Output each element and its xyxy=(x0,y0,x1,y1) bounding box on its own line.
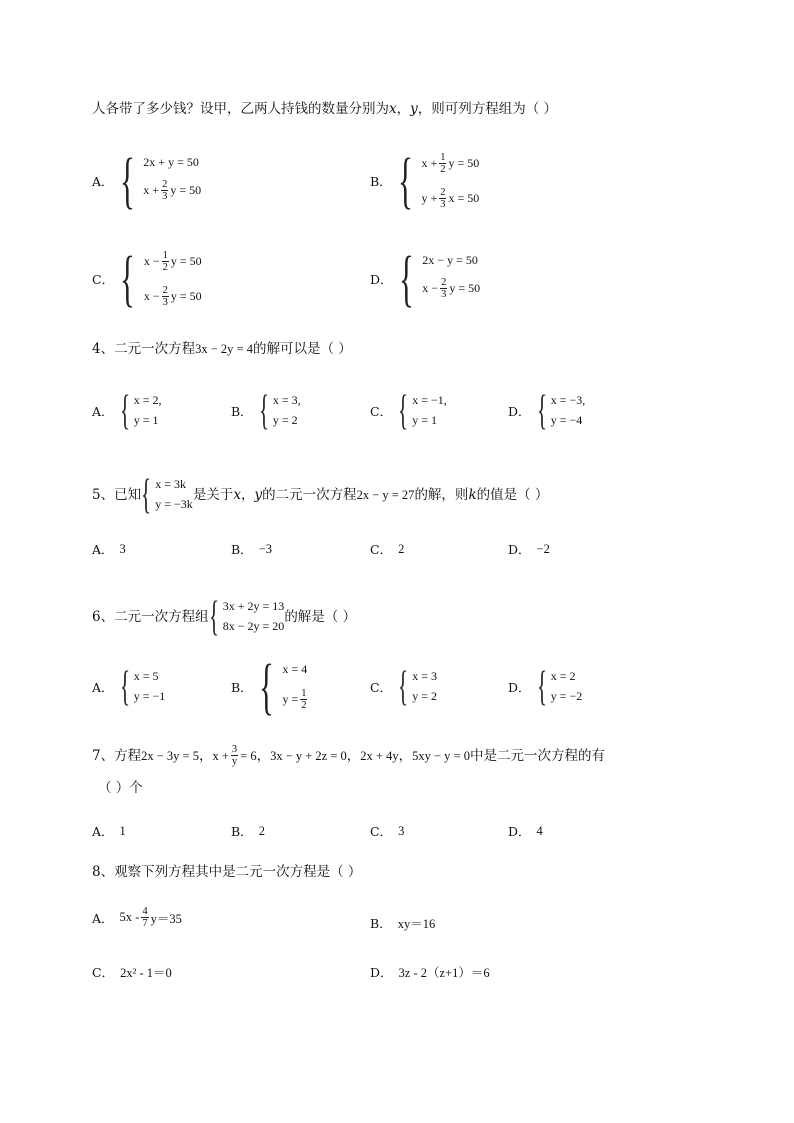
q3-tail: ，则可列方程组为（ ） xyxy=(417,101,558,117)
q4-equation: 3x − 2y = 4 xyxy=(195,342,253,356)
equation-line: y = 2 xyxy=(272,412,298,427)
option-label: B． xyxy=(231,824,253,839)
eq-part: y = 50 xyxy=(170,289,202,303)
q5-stem-post: 的值是（ ） xyxy=(476,487,549,503)
option-label: C． xyxy=(92,272,115,287)
equation-system: { x = 3 y = 2 xyxy=(398,664,438,710)
equation-system: { 2x − y = 50 x − $\frac{2}{3}$ y = 50 xyxy=(398,245,481,313)
equation-system: { 3x + 2y = 13 8x − 2y = 20 xyxy=(208,594,285,640)
option-label: C． xyxy=(370,824,393,839)
q7-option-a[interactable] xyxy=(92,822,126,840)
q7-eq-c: 3x − y + 2z = 0 xyxy=(270,748,347,763)
q7-option-b[interactable] xyxy=(231,822,265,840)
option-label: C． xyxy=(92,965,115,980)
q6-option-c[interactable] xyxy=(370,666,437,708)
q4-stem-pre: 4、二元一次方程 xyxy=(92,341,196,357)
q8-option-c[interactable] xyxy=(92,963,172,981)
fraction xyxy=(439,187,446,210)
fraction xyxy=(161,179,168,202)
q3-stem-text: 人各带了多少钱？设甲，乙两人持钱的数量分别为 xyxy=(92,101,389,117)
q7-option-c[interactable] xyxy=(370,822,404,840)
q7-stem-post: 中是二元一次方程的有 xyxy=(469,747,605,764)
eq-part: x + xyxy=(212,748,229,763)
option-label: D． xyxy=(508,404,531,419)
fraction xyxy=(141,906,148,929)
eq-part: y = 50 xyxy=(170,183,202,197)
equation-line xyxy=(282,688,309,711)
q5-sep: ， xyxy=(240,487,255,503)
equation-line xyxy=(143,179,201,202)
option-label: D． xyxy=(508,542,531,557)
numerator: 2 xyxy=(162,179,168,190)
equation-line xyxy=(144,285,202,308)
q4-option-d[interactable] xyxy=(508,390,585,432)
q7-option-d[interactable] xyxy=(508,822,543,840)
eq-part: y = 50 xyxy=(448,156,480,170)
eq-part: x + xyxy=(143,183,160,197)
option-label: A． xyxy=(92,680,114,695)
q3-stem xyxy=(92,100,557,118)
eq-part: x − xyxy=(143,289,160,303)
q6-stem-post: 的解是（ ） xyxy=(284,609,357,625)
q7-comma: ， xyxy=(256,747,271,764)
eq-part: x + xyxy=(421,156,438,170)
denominator: 3 xyxy=(441,289,447,300)
q3-option-b[interactable] xyxy=(370,146,479,216)
eq-part: x = 50 xyxy=(448,191,480,205)
numerator: 4 xyxy=(142,906,148,917)
option-label: A． xyxy=(92,910,114,926)
option-value: 3 xyxy=(119,541,126,556)
q5-stem-mid: 是关于 xyxy=(192,487,234,503)
option-label: C． xyxy=(370,680,393,695)
equation-line: x = 2, xyxy=(133,392,162,407)
eq-part: = 6 xyxy=(240,748,257,763)
eq-part: 5x - xyxy=(119,910,140,924)
denominator: 2 xyxy=(162,262,168,273)
q5-stem-mid2: 的二元一次方程 xyxy=(262,487,357,503)
q3-option-c[interactable] xyxy=(92,244,202,314)
q8-option-b[interactable] xyxy=(370,914,435,932)
q5-option-d[interactable] xyxy=(508,540,550,558)
q8-stem-text: 8、观察下列方程其中是二元一次方程是（ ） xyxy=(92,864,362,880)
denominator: 2 xyxy=(301,700,307,711)
option-value: 2 xyxy=(258,823,265,838)
equation-line: x = 3k xyxy=(155,476,187,491)
q7-comma: ， xyxy=(398,747,413,764)
equation-line: x = 4 xyxy=(282,662,308,676)
equation-line: x = −1, xyxy=(412,392,447,407)
equation-line xyxy=(421,152,479,175)
numerator: 1 xyxy=(162,250,168,261)
q5-var-y: y xyxy=(254,487,263,503)
equation-line: 2x − y = 50 xyxy=(422,253,478,267)
option-label: B． xyxy=(231,680,253,695)
equation-line: y = −2 xyxy=(550,688,583,703)
equation-system: { x = 3k y = −3k xyxy=(141,472,193,518)
q5-stem-mid3: 的解，则 xyxy=(414,487,469,503)
q6-stem-pre: 6、二元一次方程组 xyxy=(92,609,209,625)
numerator: 2 xyxy=(441,277,447,288)
equation-line: 8x − 2y = 20 xyxy=(222,618,285,633)
equation-system: { x = 5 y = −1 xyxy=(119,664,166,710)
q4-stem xyxy=(92,340,352,358)
fraction xyxy=(162,285,169,308)
numerator: 3 xyxy=(231,744,238,755)
eq-part: y＝35 xyxy=(150,911,182,926)
q6-option-d[interactable] xyxy=(508,666,582,708)
equation-line xyxy=(144,250,202,273)
option-value: 2x² - 1＝0 xyxy=(120,966,172,980)
q7-eq-d: 2x + 4y xyxy=(360,748,399,763)
option-label: A． xyxy=(92,824,114,839)
equation-line: y = 1 xyxy=(412,412,438,427)
option-label: C． xyxy=(370,404,393,419)
q3-sep: ， xyxy=(396,101,411,117)
q7-eq-a: 2x − 3y = 5 xyxy=(141,748,199,763)
option-label: A． xyxy=(92,174,114,189)
denominator: 3 xyxy=(162,191,168,202)
option-value: 1 xyxy=(119,823,126,838)
q7-eq-b xyxy=(212,744,256,767)
equation-system: { x = −1, y = 1 xyxy=(398,388,447,434)
option-value: xy＝16 xyxy=(397,917,436,931)
option-label: D． xyxy=(370,272,393,287)
equation-system: { x = 2, y = 1 xyxy=(119,388,162,434)
equation-system: { x − $\frac{1}{2}$ y = 50 x − $\frac{2}{3}$ y = 50 xyxy=(120,245,202,313)
denominator: 7 xyxy=(142,918,148,929)
equation-line: x = 2 xyxy=(550,668,576,683)
numerator: 1 xyxy=(301,688,307,699)
q6-stem xyxy=(92,596,356,638)
option-label: D． xyxy=(508,824,531,839)
option-label: B． xyxy=(370,174,392,189)
equation-line: y = −3k xyxy=(155,496,193,511)
q8-option-d[interactable] xyxy=(370,963,490,981)
equation-system: { x = 2 y = −2 xyxy=(536,664,583,710)
q5-var-k: k xyxy=(468,487,477,503)
equation-line: x = 5 xyxy=(133,668,159,683)
equation-system: { 2x + y = 50 x + $\frac{2}{3}$ y = 50 xyxy=(119,147,202,215)
q7-stem xyxy=(92,744,605,767)
fraction xyxy=(162,250,169,273)
q4-option-a[interactable] xyxy=(92,390,161,432)
option-value: 3z - 2（z+1）＝6 xyxy=(398,966,490,980)
q4-stem-post: 的解可以是（ ） xyxy=(252,341,352,357)
denominator: y xyxy=(231,756,238,767)
fraction xyxy=(300,688,307,711)
option-value: 3 xyxy=(398,823,405,838)
equation-line xyxy=(422,277,480,300)
denominator: 3 xyxy=(440,199,446,210)
fraction xyxy=(440,277,447,300)
q5-option-b[interactable] xyxy=(231,540,272,558)
q3-var-y: y xyxy=(410,101,418,117)
eq-part: y = xyxy=(282,692,299,706)
q4-option-c[interactable] xyxy=(370,390,447,432)
option-label: D． xyxy=(370,965,393,980)
eq-part: x − xyxy=(422,281,439,295)
eq-part: x − xyxy=(143,254,160,268)
equation-line: x = −3, xyxy=(550,392,586,407)
q3-option-a[interactable] xyxy=(92,147,202,215)
fraction xyxy=(439,152,446,175)
equation-system: { x + $\frac{1}{2}$ y = 50 y + $\frac{2}{3}$ x = 50 xyxy=(397,147,480,215)
equation-line: y = −4 xyxy=(550,412,583,427)
numerator: 2 xyxy=(440,187,446,198)
eq-part: y = 50 xyxy=(449,281,481,295)
eq-part: y + xyxy=(421,191,438,205)
option-value xyxy=(120,906,182,929)
option-label: A． xyxy=(92,404,114,419)
numerator: 2 xyxy=(162,285,168,296)
option-label: B． xyxy=(231,404,253,419)
numerator: 1 xyxy=(440,152,446,163)
option-label: D． xyxy=(508,680,531,695)
option-value: 4 xyxy=(536,823,543,838)
equation-line xyxy=(421,187,479,210)
equation-line: x = 3, xyxy=(272,392,301,407)
q7-stem-line2 xyxy=(98,779,143,797)
denominator: 2 xyxy=(440,164,446,175)
q5-stem-pre: 5、已知 xyxy=(92,487,142,503)
q8-stem xyxy=(92,863,361,881)
option-label: B． xyxy=(231,542,253,557)
equation-line: 2x + y = 50 xyxy=(143,155,199,169)
option-label: C． xyxy=(370,542,393,557)
equation-system: { x = 4 y = $\frac{1}{2}$ xyxy=(259,656,310,718)
denominator: 3 xyxy=(162,297,168,308)
option-value: −2 xyxy=(536,541,550,556)
q6-option-a[interactable] xyxy=(92,666,165,708)
eq-part: y = 50 xyxy=(170,254,202,268)
q5-var-x: x xyxy=(233,487,241,503)
q5-option-a[interactable] xyxy=(92,540,126,558)
equation-line: x = 3 xyxy=(412,668,438,683)
equation-line: y = 1 xyxy=(133,412,159,427)
q5-equation: 2x − y = 27 xyxy=(356,488,415,502)
option-label: B． xyxy=(370,916,392,931)
q5-stem xyxy=(92,474,548,516)
q7-comma: ， xyxy=(346,747,361,764)
equation-system: { x = −3, y = −4 xyxy=(536,388,586,434)
q3-option-d[interactable] xyxy=(370,245,481,313)
equation-line: y = −1 xyxy=(133,688,166,703)
equation-system: { x = 3, y = 2 xyxy=(258,388,301,434)
q6-option-b[interactable] xyxy=(231,653,309,721)
q7-eq-e: 5xy − y = 0 xyxy=(412,748,470,763)
option-value: −3 xyxy=(258,541,272,556)
q7-stem-line2-text: （ ）个 xyxy=(98,780,143,796)
q3-var-x: x xyxy=(389,101,397,117)
option-value: 2 xyxy=(398,541,405,556)
fraction xyxy=(231,744,238,767)
option-label: A． xyxy=(92,542,114,557)
q7-stem-pre: 7、方程 xyxy=(92,747,142,764)
q8-option-a[interactable] xyxy=(92,906,182,929)
equation-line: y = 2 xyxy=(412,688,438,703)
q7-comma: ， xyxy=(198,747,213,764)
equation-line: 3x + 2y = 13 xyxy=(222,598,285,613)
q4-option-b[interactable] xyxy=(231,390,301,432)
q5-option-c[interactable] xyxy=(370,540,404,558)
